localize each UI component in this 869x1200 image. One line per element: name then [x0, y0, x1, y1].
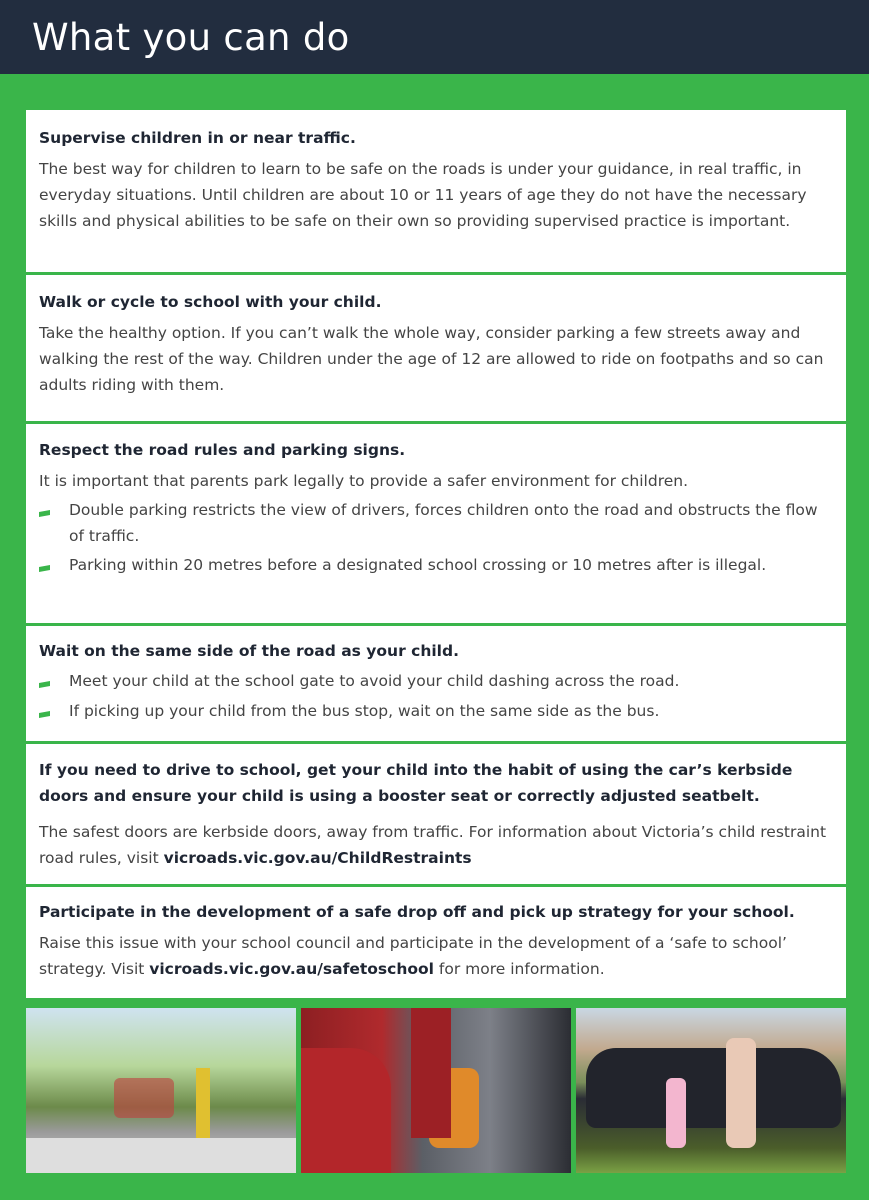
tip-body-text: The safest doors are kerbside doors, away from traffic. For information about Victoria’s child restraint road rules, visit [39, 823, 827, 867]
tip-heading: Participate in the development of a safe drop off and pick up strategy for your school. [39, 903, 795, 921]
tip-heading: Respect the road rules and parking signs. [39, 441, 406, 459]
photo-strip [26, 1008, 846, 1173]
tip-body-text: for more information. [434, 960, 605, 978]
safe-to-school-link[interactable]: vicroads.vic.gov.au/safetoschool [149, 960, 434, 978]
list-item [39, 668, 832, 694]
tip-body: Take the healthy option. If you can’t walk the whole way, consider parking a few streets away and walking the rest of the way. Children under the age of 12 are allowed to ride on footpaths and so can adults riding with them. [39, 324, 824, 394]
child-exiting-car-photo [301, 1008, 571, 1173]
tip-card-drive [26, 744, 846, 884]
list-item-text: Double parking restricts the view of drivers, forces children onto the road and obstructs the flow of traffic. [69, 501, 818, 545]
tip-body [39, 930, 832, 982]
parent-child-car-photo [576, 1008, 846, 1173]
list-item [39, 552, 832, 578]
green-dash-bullet-icon [39, 711, 50, 718]
list-item [39, 698, 832, 724]
list-item-text: If picking up your child from the bus stop, wait on the same side as the bus. [69, 702, 660, 720]
tips-list [26, 110, 846, 1001]
tip-body: The best way for children to learn to be safe on the roads is under your guidance, in real traffic, in everyday situations. Until children are about 10 or 11 years of age they do not have the necessary skills and physical abilities to be safe on their own so providing supervised practice is important. [39, 160, 807, 230]
tip-heading: Supervise children in or near traffic. [39, 129, 356, 147]
green-dash-bullet-icon [39, 565, 50, 572]
tip-card-road-rules [26, 424, 846, 623]
list-item [39, 497, 832, 549]
tip-card-strategy [26, 887, 846, 998]
list-item-text: Parking within 20 metres before a designated school crossing or 10 metres after is illegal. [69, 556, 767, 574]
list-item-text: Meet your child at the school gate to avoid your child dashing across the road. [69, 672, 680, 690]
tip-card-walk-cycle [26, 275, 846, 421]
tip-heading: If you need to drive to school, get your child into the habit of using the car’s kerbside doors and ensure your child is using a booster seat or correctly adjusted seatbelt. [39, 761, 793, 805]
tip-bullet-list [39, 497, 832, 578]
tip-body-text: Raise this issue with your school council and participate in the development of a ‘safe to school’ strategy. Visit [39, 934, 787, 978]
child-restraints-link[interactable]: vicroads.vic.gov.au/ChildRestraints [163, 849, 472, 867]
school-crossing-photo [26, 1008, 296, 1173]
tip-heading: Walk or cycle to school with your child. [39, 293, 382, 311]
tip-card-same-side [26, 626, 846, 741]
tip-body: It is important that parents park legally to provide a safer environment for children. [39, 472, 689, 490]
tip-bullet-list [39, 668, 832, 724]
tip-card-supervise [26, 110, 846, 272]
page-header [0, 0, 869, 74]
green-dash-bullet-icon [39, 510, 50, 517]
tip-heading: Wait on the same side of the road as your child. [39, 642, 459, 660]
page-title: What you can do [32, 15, 350, 59]
green-dash-bullet-icon [39, 681, 50, 688]
tip-body [39, 819, 832, 871]
